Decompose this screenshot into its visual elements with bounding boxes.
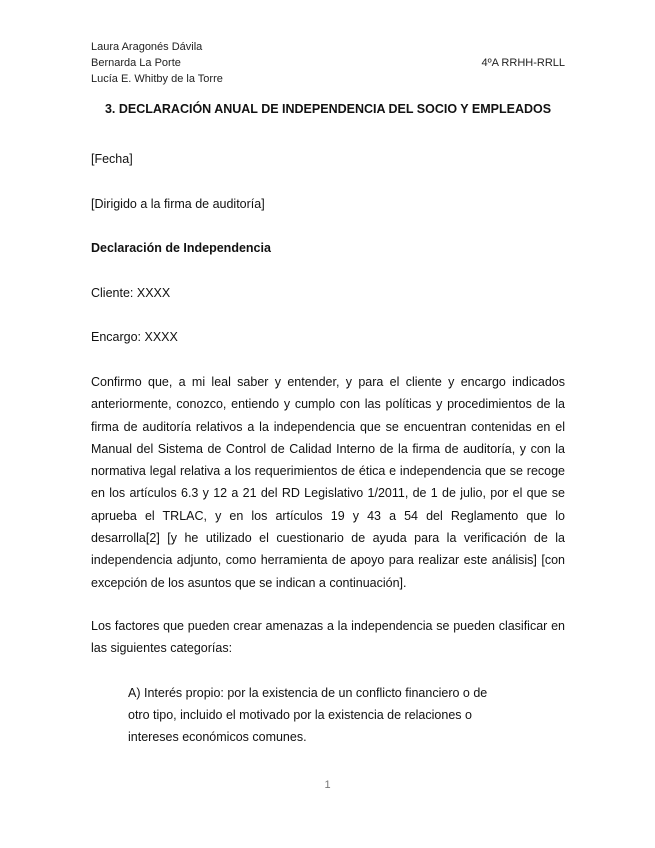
confirmation-paragraph: Confirmo que, a mi leal saber y entender, y para el cliente y encargo indicados anteriormente, conozco, entiendo y cumplo con las políticas y procedimientos de la firma de auditoría relativos a la independencia que se encuentran contenidas en el Manual del Sistema de Control de Calidad Interno de la firma de auditoría, y con la normativa legal relativa a los requerimientos de ética e independencia que se recoge en los artículos 6.3 y 12 a 21 del RD Legislativo 1/2011, de 1 de julio, por el que se aprueba el TRLAC, y en los artículos 19 y 43 a 54 del Reglamento que lo desarrolla[2] [y he utilizado el cuestionario de ayuda para la verificación de la independencia adjunto, como herramienta de apoyo para realizar este análisis] [con excepción de los asuntos que se indican a continuación]. bbox=[91, 375, 565, 590]
author-name: Lucía E. Whitby de la Torre bbox=[91, 73, 223, 85]
author-name: Laura Aragonés Dávila bbox=[91, 41, 203, 53]
recipient-placeholder: [Dirigido a la firma de auditoría] bbox=[91, 197, 265, 211]
date-placeholder: [Fecha] bbox=[91, 152, 133, 166]
threat-factors-paragraph: Los factores que pueden crear amenazas a la independencia se pueden clasificar en las siguientes categorías: bbox=[91, 619, 565, 656]
engagement-line: Encargo: XXXX bbox=[91, 330, 178, 344]
client-line: Cliente: XXXX bbox=[91, 286, 171, 300]
document-title: 3. DECLARACIÓN ANUAL DE INDEPENDENCIA DEL SOCIO Y EMPLEADOS bbox=[104, 102, 552, 116]
page-number: 1 bbox=[324, 779, 331, 791]
author-name: Bernarda La Porte bbox=[91, 57, 181, 69]
list-item-a: A) Interés propio: por la existencia de un conflicto financiero o de otro tipo, incluido el motivado por la existencia de relaciones o intereses económicos comunes. bbox=[128, 686, 488, 744]
declaration-heading: Declaración de Independencia bbox=[91, 241, 271, 255]
page-header bbox=[91, 39, 565, 87]
course-label: 4ºA RRHH-RRLL bbox=[481, 57, 565, 69]
